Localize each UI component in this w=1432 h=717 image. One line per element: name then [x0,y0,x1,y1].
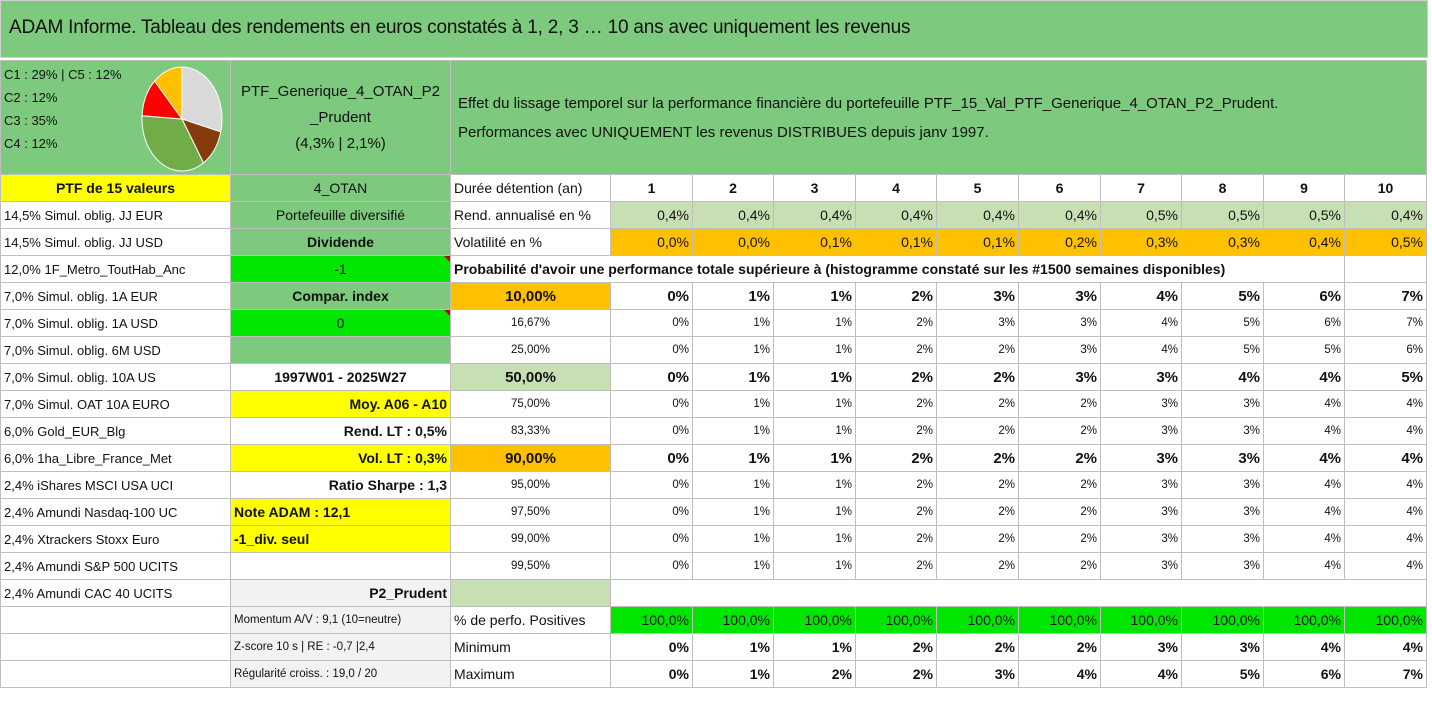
proba-value-6: 2% [1019,445,1101,472]
positives-value-7: 100,0% [1101,607,1182,634]
proba-value-4: 2% [856,445,937,472]
effet-description-cell [451,61,1427,175]
positives-value-9: 100,0% [1264,607,1345,634]
period-range: 1997W01 - 2025W27 [231,364,451,391]
proba-title-row [1,256,1427,283]
proba-value-3: 1% [774,418,856,445]
holding-3: 12,0% 1F_Metro_ToutHab_Anc [1,256,231,283]
proba-value-6: 2% [1019,418,1101,445]
proba-value-5: 3% [937,283,1019,310]
duration-4: 4 [856,175,937,202]
duration-1: 1 [611,175,693,202]
proba-value-1: 0% [611,337,693,364]
div-seul: -1_div. seul [231,526,451,553]
portfolio-type: Portefeuille diversifié [231,202,451,229]
holding-7: 7,0% Simul. oblig. 10A US [1,364,231,391]
proba-value-1: 0% [611,526,693,553]
duration-2: 2 [693,175,774,202]
proba-row [1,310,1427,337]
positives-row [1,607,1427,634]
minimum-value-1: 0% [611,634,693,661]
rend-value-6: 0,4% [1019,202,1101,229]
proba-value-9: 4% [1264,364,1345,391]
proba-value-5: 2% [937,364,1019,391]
holding-8: 7,0% Simul. OAT 10A EURO [1,391,231,418]
proba-title: Probabilité d'avoir une performance totale supérieure à (histogramme constaté sur les #1500 semaines disponibles) [451,256,1345,283]
minimum-value-10: 4% [1345,634,1427,661]
maximum-row [1,661,1427,688]
proba-value-2: 1% [693,283,774,310]
positives-value-10: 100,0% [1345,607,1427,634]
pie-legend-c3: C3 : 35% [4,113,58,128]
proba-value-3: 1% [774,499,856,526]
proba-value-1: 0% [611,364,693,391]
portfolio-name-line3: (4,3% | 2,1%) [295,134,386,152]
rend-row [1,202,1427,229]
proba-value-8: 3% [1182,391,1264,418]
proba-value-8: 3% [1182,553,1264,580]
vol-lt: Vol. LT : 0,3% [231,445,451,472]
proba-value-10: 4% [1345,553,1427,580]
holding-10: 6,0% 1ha_Libre_France_Met [1,445,231,472]
rend-value-10: 0,4% [1345,202,1427,229]
empty-cell [1,634,231,661]
minimum-value-5: 2% [937,634,1019,661]
proba-row [1,337,1427,364]
empty-cell [1,661,231,688]
proba-value-3: 1% [774,283,856,310]
holding-1: 14,5% Simul. oblig. JJ EUR [1,202,231,229]
maximum-label: Maximum [451,661,611,688]
empty-cell [231,553,451,580]
maximum-value-10: 7% [1345,661,1427,688]
proba-value-6: 2% [1019,391,1101,418]
proba-value-5: 2% [937,418,1019,445]
holding-4: 7,0% Simul. oblig. 1A EUR [1,283,231,310]
proba-value-6: 2% [1019,499,1101,526]
duration-10: 10 [1345,175,1427,202]
proba-value-9: 4% [1264,526,1345,553]
dividende-value: -1 [231,256,451,283]
proba-threshold: 90,00% [451,445,611,472]
proba-value-3: 1% [774,391,856,418]
portfolio-code: 4_OTAN [231,175,451,202]
portfolio-name-line1: PTF_Generique_4_OTAN_P2 [241,82,440,100]
proba-value-2: 1% [693,418,774,445]
rend-lt: Rend. LT : 0,5% [231,418,451,445]
proba-value-3: 1% [774,526,856,553]
proba-value-9: 5% [1264,337,1345,364]
rend-value-7: 0,5% [1101,202,1182,229]
proba-value-2: 1% [693,310,774,337]
maximum-value-7: 4% [1101,661,1182,688]
proba-value-8: 3% [1182,499,1264,526]
proba-value-4: 2% [856,391,937,418]
profile-row [1,580,1427,607]
vol-value-2: 0,0% [693,229,774,256]
proba-value-6: 3% [1019,364,1101,391]
proba-value-6: 2% [1019,553,1101,580]
effet-line2: Performances avec UNIQUEMENT les revenus DISTRIBUES depuis janv 1997. [458,123,989,141]
proba-value-10: 4% [1345,391,1427,418]
vol-value-8: 0,3% [1182,229,1264,256]
proba-value-7: 3% [1101,472,1182,499]
proba-value-6: 2% [1019,526,1101,553]
proba-value-6: 2% [1019,472,1101,499]
minimum-value-9: 4% [1264,634,1345,661]
holding-9: 6,0% Gold_EUR_Blg [1,418,231,445]
proba-value-10: 7% [1345,310,1427,337]
proba-value-5: 2% [937,472,1019,499]
ratio-sharpe: Ratio Sharpe : 1,3 [231,472,451,499]
portfolio-name-cell [231,61,451,175]
proba-value-8: 3% [1182,445,1264,472]
proba-value-4: 2% [856,364,937,391]
momentum: Momentum A/V : 9,1 (10=neutre) [231,607,451,634]
proba-value-2: 1% [693,364,774,391]
vol-row [1,229,1427,256]
rend-value-3: 0,4% [774,202,856,229]
positives-value-1: 100,0% [611,607,693,634]
note-adam: Note ADAM : 12,1 [231,499,451,526]
proba-value-1: 0% [611,283,693,310]
pie-legend-c1-c5: C1 : 29% | C5 : 12% [4,67,122,82]
proba-value-8: 5% [1182,310,1264,337]
regularite: Régularité croiss. : 19,0 / 20 [231,661,451,688]
proba-threshold: 95,00% [451,472,611,499]
proba-value-5: 2% [937,526,1019,553]
proba-value-5: 2% [937,391,1019,418]
proba-threshold: 10,00% [451,283,611,310]
proba-value-10: 4% [1345,526,1427,553]
proba-value-4: 2% [856,283,937,310]
proba-value-9: 4% [1264,391,1345,418]
duration-header-row [1,175,1427,202]
header-row [1,61,1427,175]
dividende-label: Dividende [231,229,451,256]
maximum-value-2: 1% [693,661,774,688]
maximum-value-4: 2% [856,661,937,688]
proba-value-8: 3% [1182,526,1264,553]
proba-value-10: 4% [1345,472,1427,499]
vol-value-5: 0,1% [937,229,1019,256]
zscore: Z-score 10 s | RE : -0,7 |2,4 [231,634,451,661]
vol-value-10: 0,5% [1345,229,1427,256]
proba-row [1,445,1427,472]
proba-value-7: 4% [1101,337,1182,364]
proba-threshold: 99,50% [451,553,611,580]
proba-value-3: 1% [774,472,856,499]
minimum-value-2: 1% [693,634,774,661]
proba-value-7: 4% [1101,283,1182,310]
allocation-pie-chart [139,65,225,173]
empty-cell [1345,256,1427,283]
pie-legend-c2: C2 : 12% [4,90,58,105]
proba-row [1,418,1427,445]
proba-threshold: 99,00% [451,526,611,553]
proba-value-1: 0% [611,310,693,337]
proba-row [1,283,1427,310]
compar-value: 0 [231,310,451,337]
proba-value-7: 3% [1101,418,1182,445]
holding-6: 7,0% Simul. oblig. 6M USD [1,337,231,364]
proba-row [1,472,1427,499]
report-title-bar [0,0,1428,58]
duration-9: 9 [1264,175,1345,202]
proba-value-4: 2% [856,499,937,526]
maximum-value-8: 5% [1182,661,1264,688]
proba-value-6: 3% [1019,283,1101,310]
proba-value-9: 6% [1264,310,1345,337]
maximum-value-5: 3% [937,661,1019,688]
maximum-value-1: 0% [611,661,693,688]
rend-value-4: 0,4% [856,202,937,229]
proba-value-5: 2% [937,553,1019,580]
proba-value-8: 5% [1182,337,1264,364]
proba-value-1: 0% [611,418,693,445]
minimum-value-7: 3% [1101,634,1182,661]
vol-value-6: 0,2% [1019,229,1101,256]
minimum-value-6: 2% [1019,634,1101,661]
empty-green-cell [231,337,451,364]
proba-row [1,526,1427,553]
duration-7: 7 [1101,175,1182,202]
pie-legend-cell [1,61,231,175]
compar-label: Compar. index [231,283,451,310]
proba-value-2: 1% [693,445,774,472]
proba-value-5: 2% [937,337,1019,364]
proba-threshold: 97,50% [451,499,611,526]
empty-cell [1,607,231,634]
holding-13: 2,4% Xtrackers Stoxx Euro [1,526,231,553]
portfolio-count: PTF de 15 valeurs [1,175,231,202]
proba-value-3: 1% [774,364,856,391]
duration-5: 5 [937,175,1019,202]
proba-value-10: 4% [1345,418,1427,445]
proba-row [1,364,1427,391]
effet-line1: Effet du lissage temporel sur la performance financière du portefeuille PTF_15_Val_PTF_Generique_4_OTAN_P2_Prudent. [458,94,1279,112]
vol-value-7: 0,3% [1101,229,1182,256]
proba-value-7: 4% [1101,310,1182,337]
minimum-value-8: 3% [1182,634,1264,661]
minimum-row [1,634,1427,661]
proba-row [1,499,1427,526]
rend-value-2: 0,4% [693,202,774,229]
maximum-value-9: 6% [1264,661,1345,688]
proba-value-1: 0% [611,445,693,472]
maximum-value-3: 2% [774,661,856,688]
positives-value-3: 100,0% [774,607,856,634]
proba-value-1: 0% [611,472,693,499]
proba-value-10: 5% [1345,364,1427,391]
rend-value-9: 0,5% [1264,202,1345,229]
proba-value-10: 6% [1345,337,1427,364]
proba-value-7: 3% [1101,553,1182,580]
proba-value-8: 3% [1182,472,1264,499]
duration-6: 6 [1019,175,1101,202]
report-title: ADAM Informe. Tableau des rendements en euros constatés à 1, 2, 3 … 10 ans avec uniquement les revenus [9,17,911,38]
proba-threshold: 75,00% [451,391,611,418]
proba-value-5: 2% [937,499,1019,526]
empty-light-green-cell [451,580,611,607]
proba-value-4: 2% [856,526,937,553]
holding-5: 7,0% Simul. oblig. 1A USD [1,310,231,337]
holding-12: 2,4% Amundi Nasdaq-100 UC [1,499,231,526]
rend-value-5: 0,4% [937,202,1019,229]
minimum-label: Minimum [451,634,611,661]
performance-table [0,60,1427,688]
proba-value-5: 3% [937,310,1019,337]
proba-value-1: 0% [611,391,693,418]
proba-value-10: 4% [1345,499,1427,526]
proba-value-3: 1% [774,337,856,364]
positives-value-5: 100,0% [937,607,1019,634]
duration-3: 3 [774,175,856,202]
proba-value-9: 4% [1264,553,1345,580]
positives-value-2: 100,0% [693,607,774,634]
proba-value-7: 3% [1101,445,1182,472]
proba-value-1: 0% [611,553,693,580]
proba-value-6: 3% [1019,337,1101,364]
proba-value-3: 1% [774,553,856,580]
portfolio-name-line2: _Prudent [310,108,371,126]
proba-value-2: 1% [693,526,774,553]
proba-value-8: 4% [1182,364,1264,391]
minimum-value-3: 1% [774,634,856,661]
proba-row [1,391,1427,418]
pie-legend-c4: C4 : 12% [4,136,58,151]
proba-value-8: 3% [1182,418,1264,445]
empty-cell [611,580,1427,607]
maximum-value-6: 4% [1019,661,1101,688]
rend-value-8: 0,5% [1182,202,1264,229]
vol-value-9: 0,4% [1264,229,1345,256]
proba-value-10: 7% [1345,283,1427,310]
proba-value-2: 1% [693,472,774,499]
proba-value-7: 3% [1101,391,1182,418]
proba-value-9: 4% [1264,445,1345,472]
vol-value-4: 0,1% [856,229,937,256]
proba-value-3: 1% [774,445,856,472]
proba-value-10: 4% [1345,445,1427,472]
proba-value-4: 2% [856,553,937,580]
minimum-value-4: 2% [856,634,937,661]
proba-value-4: 2% [856,472,937,499]
positives-value-6: 100,0% [1019,607,1101,634]
proba-value-4: 2% [856,337,937,364]
rend-value-1: 0,4% [611,202,693,229]
vol-value-3: 0,1% [774,229,856,256]
proba-value-2: 1% [693,553,774,580]
holding-11: 2,4% iShares MSCI USA UCI [1,472,231,499]
profile-label: P2_Prudent [231,580,451,607]
holding-15: 2,4% Amundi CAC 40 UCITS [1,580,231,607]
vol-label: Volatilité en % [451,229,611,256]
positives-value-8: 100,0% [1182,607,1264,634]
moyenne-label: Moy. A06 - A10 [231,391,451,418]
proba-threshold: 16,67% [451,310,611,337]
proba-row [1,553,1427,580]
vol-value-1: 0,0% [611,229,693,256]
proba-value-2: 1% [693,391,774,418]
duration-label: Durée détention (an) [451,175,611,202]
positives-value-4: 100,0% [856,607,937,634]
duration-8: 8 [1182,175,1264,202]
proba-value-9: 4% [1264,472,1345,499]
proba-value-2: 1% [693,337,774,364]
proba-threshold: 25,00% [451,337,611,364]
holding-14: 2,4% Amundi S&P 500 UCITS [1,553,231,580]
proba-value-4: 2% [856,418,937,445]
rend-label: Rend. annualisé en % [451,202,611,229]
positives-label: % de perfo. Positives [451,607,611,634]
proba-value-9: 4% [1264,418,1345,445]
proba-value-8: 5% [1182,283,1264,310]
proba-value-3: 1% [774,310,856,337]
holding-2: 14,5% Simul. oblig. JJ USD [1,229,231,256]
proba-value-2: 1% [693,499,774,526]
proba-value-7: 3% [1101,499,1182,526]
proba-value-5: 2% [937,445,1019,472]
proba-value-9: 6% [1264,283,1345,310]
proba-value-1: 0% [611,499,693,526]
proba-value-9: 4% [1264,499,1345,526]
proba-threshold: 50,00% [451,364,611,391]
proba-value-6: 3% [1019,310,1101,337]
proba-value-4: 2% [856,310,937,337]
proba-threshold: 83,33% [451,418,611,445]
proba-value-7: 3% [1101,526,1182,553]
proba-value-7: 3% [1101,364,1182,391]
